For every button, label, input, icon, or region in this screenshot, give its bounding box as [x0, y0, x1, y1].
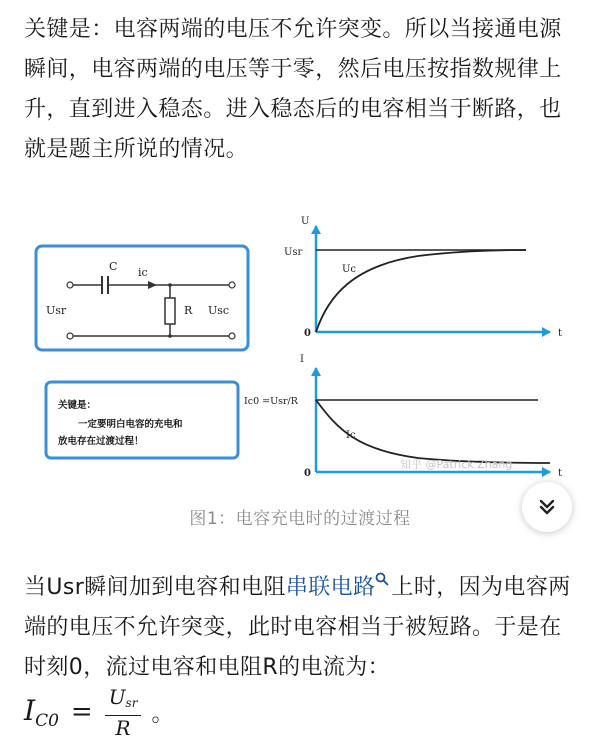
note-line-2: 放电存在过渡过程！	[58, 436, 144, 447]
voltage-level-label: Usr	[284, 247, 303, 258]
search-icon	[375, 572, 389, 586]
current-origin-label: 0	[304, 468, 311, 479]
formula-numerator-symbol: U	[108, 684, 126, 709]
formula-terminator: 。	[151, 701, 174, 727]
paragraph-text-after-link: 上时，因为电容两端的电压不允许突变，此时电容相当于被短路。于是在时刻0，流过电容和电阻R的电流为：	[24, 575, 571, 680]
capacitor-label: C	[109, 260, 118, 273]
formula-numerator-subscript: sr	[125, 695, 138, 710]
chevron-double-down-icon	[538, 498, 556, 516]
note-title: 关键是：	[58, 400, 97, 411]
formula-lhs-subscript: C0	[35, 710, 59, 731]
formula-denominator: R	[115, 715, 131, 740]
current-level-label: Ic0 =Usr/R	[244, 396, 298, 407]
current-y-label: I	[300, 354, 304, 365]
current-formula	[24, 684, 173, 740]
resistor-label: R	[184, 304, 193, 317]
voltage-curve-label: Uc	[342, 264, 357, 275]
input-voltage-label: Usr	[46, 304, 67, 317]
intro-paragraph: 关键是：电容两端的电压不允许突变。所以当接通电源瞬间，电容两端的电压等于零，然后电压按指数规律上升，直到进入稳态。进入稳态后的电容相当于断路，也就是题主所说的情况。	[24, 17, 562, 162]
voltage-origin-label: 0	[304, 328, 311, 339]
voltage-y-label: U	[301, 216, 310, 227]
output-voltage-label: Usc	[208, 304, 230, 317]
current-curve-label: Ic	[346, 430, 356, 441]
circuit-diagram	[36, 246, 248, 350]
formula-lhs-symbol: I	[24, 693, 36, 727]
body-paragraph	[24, 568, 576, 688]
watermark: 知乎 @Patrick Zhang	[400, 458, 513, 471]
voltage-curve	[316, 250, 526, 332]
series-circuit-link-label: 串联电路	[285, 575, 376, 600]
note-box	[46, 382, 238, 458]
voltage-chart	[284, 216, 562, 339]
figure-caption: 图1：电容充电时的过渡过程	[189, 509, 411, 529]
note-line-1: 一定要明白电容的充电和	[78, 419, 183, 430]
formula-lhs	[24, 694, 59, 731]
figure-transient-process[interactable]	[28, 210, 574, 492]
resistor-symbol	[165, 298, 175, 324]
formula-fraction	[105, 685, 142, 740]
paragraph-text-before-link: 当Usr瞬间加到电容和电阻	[24, 575, 286, 600]
current-label: ic	[138, 266, 148, 279]
formula-numerator	[105, 685, 142, 716]
voltage-x-label: t	[558, 328, 563, 339]
expand-button[interactable]	[522, 482, 572, 532]
formula-equals: =	[70, 697, 93, 727]
current-x-label: t	[558, 468, 563, 479]
series-circuit-link[interactable]	[286, 575, 392, 600]
